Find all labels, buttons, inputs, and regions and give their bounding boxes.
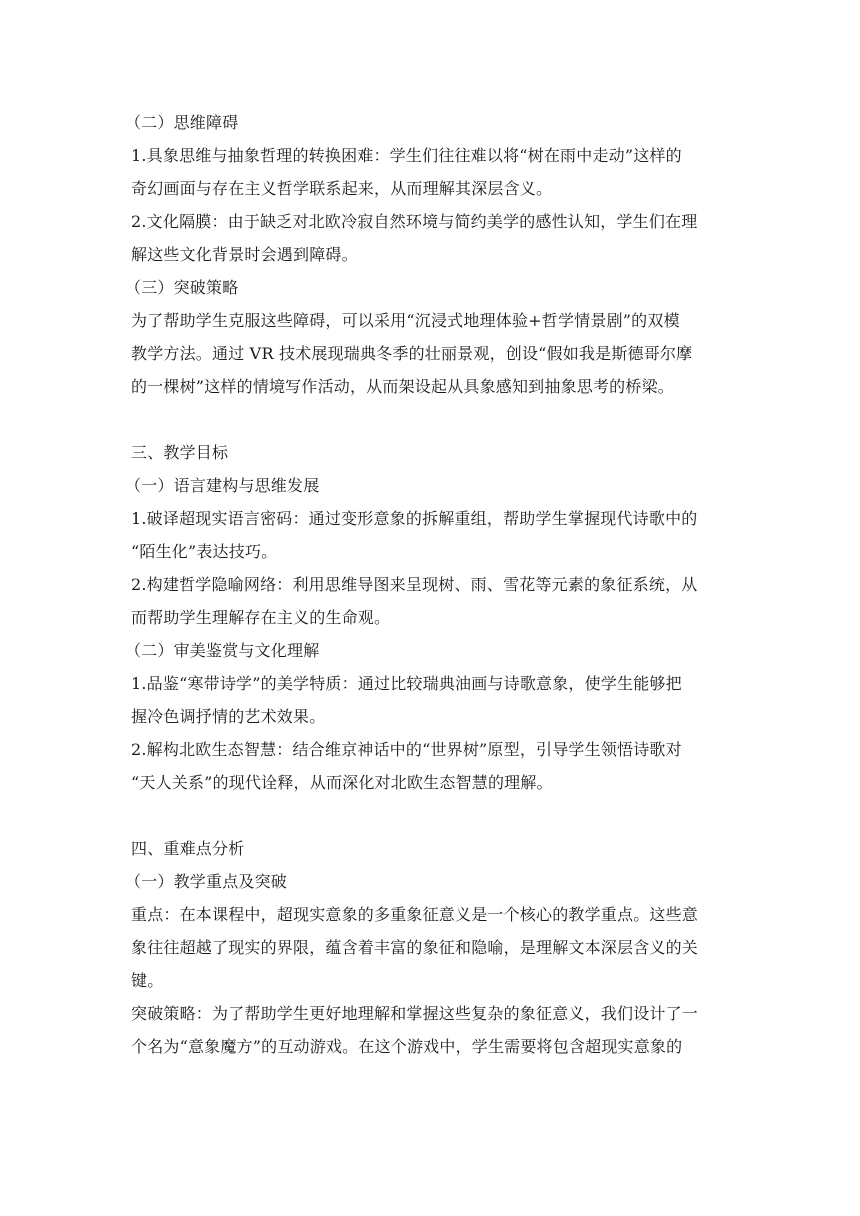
paragraph-line: “陌生化”表达技巧。: [131, 542, 278, 561]
section-heading-teaching-goals: 三、教学目标: [131, 443, 229, 462]
paragraph-line: 而帮助学生理解存在主义的生命观。: [131, 608, 391, 627]
subheading-teaching-focus: （一）教学重点及突破: [125, 872, 288, 891]
paragraph-line: 握冷色调抒情的艺术效果。: [131, 707, 326, 726]
paragraph-line: 键。: [131, 971, 164, 990]
paragraph-line: 2.解构北欧生态智慧：结合维京神话中的“世界树”原型，引导学生领悟诗歌对: [131, 740, 682, 759]
paragraph-line: 重点：在本课程中，超现实意象的多重象征意义是一个核心的教学重点。这些意: [131, 905, 699, 924]
paragraph-line: 2.构建哲学隐喻网络：利用思维导图来呈现树、雨、雪花等元素的象征系统，从: [131, 575, 698, 594]
subheading-thinking-obstacles: （二）思维障碍: [125, 113, 239, 132]
paragraph-line: 教学方法。通过 VR 技术展现瑞典冬季的壮丽景观，创设“假如我是斯德哥尔摩: [131, 344, 693, 363]
paragraph-line: 象往往超越了现实的界限，蕴含着丰富的象征和隐喻，是理解文本深层含义的关: [131, 938, 699, 957]
document-body: [125, 106, 735, 1063]
paragraph-line: 1.具象思维与抽象哲理的转换困难：学生们往往难以将“树在雨中走动”这样的: [131, 146, 682, 165]
paragraph-line: 解这些文化背景时会遇到障碍。: [131, 245, 358, 264]
paragraph-line: 为了帮助学生克服这些障碍，可以采用“沉浸式地理体验+哲学情景剧”的双模: [131, 311, 680, 330]
paragraph-line: 个名为“意象魔方”的互动游戏。在这个游戏中，学生需要将包含超现实意象的: [131, 1037, 683, 1056]
subheading-aesthetic-culture: （二）审美鉴赏与文化理解: [125, 641, 320, 660]
paragraph-line: 奇幻画面与存在主义哲学联系起来，从而理解其深层含义。: [131, 179, 553, 198]
paragraph-line: 1.品鉴“寒带诗学”的美学特质：通过比较瑞典油画与诗歌意象，使学生能够把: [131, 674, 682, 693]
section-gap: [131, 403, 735, 436]
section-heading-key-difficulties: 四、重难点分析: [131, 839, 245, 858]
paragraph-line: 2.文化隔膜：由于缺乏对北欧冷寂自然环境与简约美学的感性认知，学生们在理: [131, 212, 698, 231]
section-gap: [131, 799, 735, 832]
subheading-language-thinking: （一）语言建构与思维发展: [125, 476, 320, 495]
paragraph-line: 突破策略：为了帮助学生更好地理解和掌握这些复杂的象征意义，我们设计了一: [131, 1004, 699, 1023]
paragraph-line: 1.破译超现实语言密码：通过变形意象的拆解重组，帮助学生掌握现代诗歌中的: [131, 509, 698, 528]
paragraph-line: “天人关系”的现代诠释，从而深化对北欧生态智慧的理解。: [131, 773, 553, 792]
paragraph-line: 的一棵树”这样的情境写作活动，从而架设起从具象感知到抽象思考的桥梁。: [131, 377, 674, 396]
subheading-breakthrough-strategy: （三）突破策略: [125, 278, 239, 297]
